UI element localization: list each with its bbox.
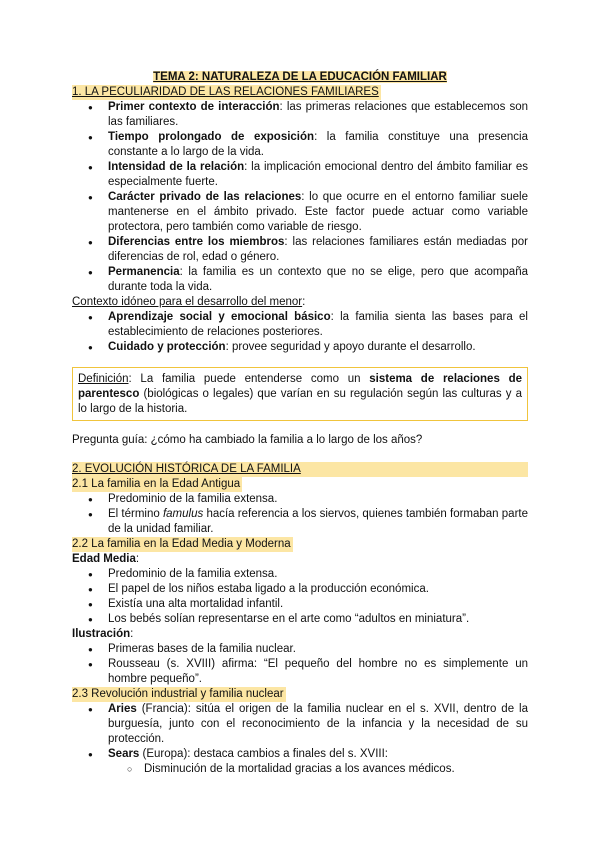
document-title <box>72 70 528 85</box>
list-item <box>72 100 528 130</box>
sub23-heading-text: 2.3 Revolución industrial y familia nuclear <box>72 688 284 700</box>
item-text: El término <box>108 508 163 520</box>
list-item <box>72 340 528 355</box>
list-item: ● Los bebés solían representarse en el arte como “adultos en miniatura”. <box>72 612 528 627</box>
sub21-list <box>72 492 528 537</box>
list-item <box>72 747 528 762</box>
sub22-heading-text: 2.2 La familia en la Edad Media y Moderna <box>72 538 291 550</box>
list-item: ● Rousseau (s. XVIII) afirma: “El pequeño del hombre no es simplemente un hombre pequeño”. <box>72 657 528 687</box>
item-term: Aprendizaje social y emocional básico <box>108 311 331 323</box>
list-item <box>72 160 528 190</box>
sub23-sublist <box>72 762 528 777</box>
item-text: : las relaciones familiares están mediadas por diferencias de rol, edad o género. <box>108 236 528 263</box>
item-term: Tiempo prolongado de exposición <box>108 131 315 143</box>
item-text: : lo que ocurre en el entorno familiar suele mantenerse en el ámbito privado. Este factor puede actuar como variable protectora, pero también como variable de riesgo. <box>108 191 528 233</box>
item-term: Carácter privado de las relaciones <box>108 191 302 203</box>
section1-heading <box>72 85 528 100</box>
list-item <box>72 265 528 295</box>
edad-media-list <box>72 567 528 627</box>
item-text: : la familia sienta las bases para el establecimiento de relaciones posteriores. <box>108 311 528 338</box>
list-item: ● Predominio de la familia extensa. <box>72 492 528 507</box>
guide-question: Pregunta guía: ¿cómo ha cambiado la familia a lo largo de los años? <box>72 434 423 446</box>
document-page <box>72 70 528 777</box>
item-text: hacía referencia a los siervos, quienes también formaban parte de la unidad familiar. <box>108 508 528 535</box>
definition-label: Definición <box>78 373 129 385</box>
item-term: Diferencias entre los miembros <box>108 236 285 248</box>
item-term: Permanencia <box>108 266 180 278</box>
item-italic: famulus <box>162 508 204 520</box>
context-list <box>72 310 528 355</box>
item-text: (Francia): sitúa el origen de la familia nuclear en el s. XVII, dentro de la burguesía, junto con el reconocimiento de la infancia y la necesidad de su protección. <box>108 703 528 745</box>
sub21-heading-text: 2.1 La familia en la Edad Antigua <box>72 478 241 490</box>
list-item: ● Existía una alta mortalidad infantil. <box>72 597 528 612</box>
item-text: : la familia es un contexto que no se elige, pero que acompaña durante toda la vida. <box>108 266 528 293</box>
section1-heading-text: 1. LA PECULIARIDAD DE LAS RELACIONES FAMILIARES <box>72 86 379 98</box>
item-text: : la implicación emocional dentro del ámbito familiar es especialmente fuerte. <box>108 161 528 188</box>
item-term: Sears <box>108 748 140 760</box>
list-item <box>72 235 528 265</box>
item-term: Cuidado y protección <box>108 341 226 353</box>
list-item <box>72 310 528 340</box>
item-term: Intensidad de la relación <box>108 161 245 173</box>
list-item <box>72 190 528 235</box>
sub23-list <box>72 702 528 762</box>
list-item: ● Predominio de la familia extensa. <box>72 567 528 582</box>
edad-media-label-text: Edad Media <box>72 553 136 565</box>
list-item: ● El papel de los niños estaba ligado a la producción económica. <box>72 582 528 597</box>
spacer <box>72 448 528 456</box>
item-term: Primer contexto de interacción <box>108 101 280 113</box>
context-colon: : <box>302 296 306 308</box>
definition-bold: sistema de relaciones de parentesco <box>78 373 522 400</box>
item-text: (Europa): destaca cambios a finales del s. XVIII: <box>139 748 388 760</box>
ilustracion-label <box>72 627 528 642</box>
item-term: Aries <box>108 703 137 715</box>
ilustracion-list <box>72 642 528 687</box>
section1-list <box>72 100 528 295</box>
definition-post: (biológicas o legales) que varían en su regulación según las culturas y a lo largo de la historia. <box>78 388 522 415</box>
edad-media-label <box>72 552 528 567</box>
list-item <box>72 702 528 747</box>
item-text: : las primeras relaciones que establecemos son las familiares. <box>108 101 528 128</box>
sub21-heading <box>72 477 528 492</box>
section2-heading: 2. EVOLUCIÓN HISTÓRICA DE LA FAMILIA <box>72 462 528 477</box>
list-item <box>72 507 528 537</box>
colon: : <box>130 628 134 640</box>
sub22-heading <box>72 537 528 552</box>
ilustracion-label-text: Ilustración <box>72 628 131 640</box>
sub23-heading <box>72 687 528 702</box>
document-title-text: TEMA 2: NATURALEZA DE LA EDUCACIÓN FAMILIAR <box>153 71 447 83</box>
list-item: ● Primeras bases de la familia nuclear. <box>72 642 528 657</box>
definition-box <box>72 367 528 421</box>
item-text: : la familia constituye una presencia constante a lo largo de la vida. <box>108 131 529 158</box>
list-item <box>72 130 528 160</box>
list-item: ○ Disminución de la mortalidad gracias a los avances médicos. <box>72 762 528 777</box>
item-text: : provee seguridad y apoyo durante el desarrollo. <box>225 341 476 353</box>
context-label <box>72 295 528 310</box>
colon: : <box>135 553 140 565</box>
definition-pre: : La familia puede entenderse como un <box>128 373 370 385</box>
context-label-text: Contexto idóneo para el desarrollo del menor <box>72 296 303 308</box>
